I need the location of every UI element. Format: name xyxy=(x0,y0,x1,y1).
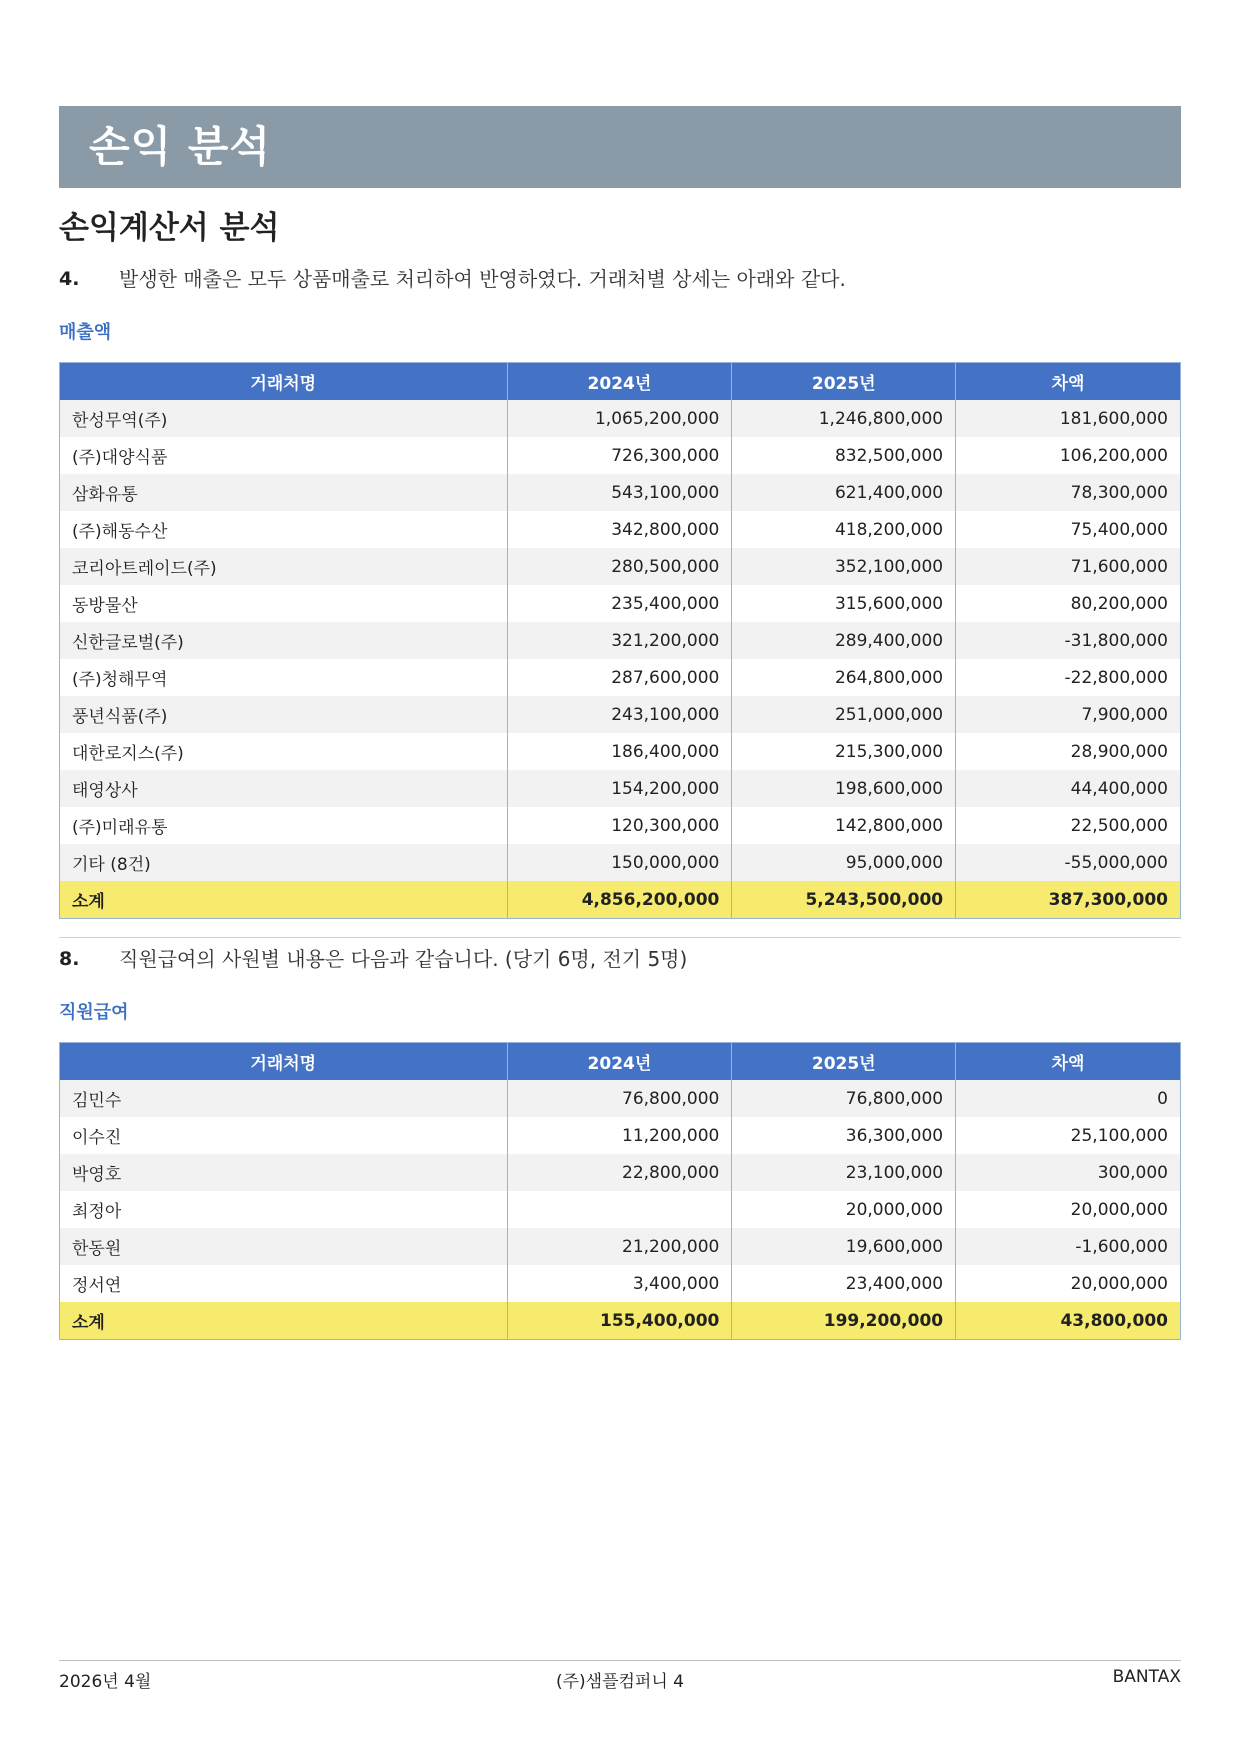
amount-cell: 5,243,500,000 xyxy=(732,881,956,919)
amount-cell: 315,600,000 xyxy=(732,585,956,622)
salary-table xyxy=(59,1042,1181,1340)
sales-note-text: 발생한 매출은 모두 상품매출로 처리하여 반영하였다. 거래처별 상세는 아래와 같다. xyxy=(119,267,846,291)
salary-note xyxy=(59,944,1181,974)
table-row xyxy=(60,1117,1181,1154)
amount-cell: 20,000,000 xyxy=(956,1265,1181,1302)
amount-cell: 198,600,000 xyxy=(732,770,956,807)
column-header: 거래처명 xyxy=(60,363,508,401)
column-header: 2025년 xyxy=(732,363,956,401)
amount-cell: 20,000,000 xyxy=(732,1191,956,1228)
table-row xyxy=(60,511,1181,548)
amount-cell: 621,400,000 xyxy=(732,474,956,511)
table-row xyxy=(60,1154,1181,1191)
amount-cell: 186,400,000 xyxy=(507,733,732,770)
column-header: 차액 xyxy=(956,363,1181,401)
row-label-cell: (주)대양식품 xyxy=(60,437,508,474)
table-header-row xyxy=(60,363,1181,401)
amount-cell: 243,100,000 xyxy=(507,696,732,733)
amount-cell: 25,100,000 xyxy=(956,1117,1181,1154)
table-row xyxy=(60,400,1181,437)
amount-cell: 23,100,000 xyxy=(732,1154,956,1191)
amount-cell: 287,600,000 xyxy=(507,659,732,696)
row-label-cell: 동방물산 xyxy=(60,585,508,622)
table-row xyxy=(60,659,1181,696)
table-row xyxy=(60,733,1181,770)
total-row xyxy=(60,1302,1181,1340)
amount-cell: 289,400,000 xyxy=(732,622,956,659)
amount-cell: -1,600,000 xyxy=(956,1228,1181,1265)
table-row xyxy=(60,474,1181,511)
row-label-cell: (주)해동수산 xyxy=(60,511,508,548)
amount-cell: 321,200,000 xyxy=(507,622,732,659)
amount-cell: 0 xyxy=(956,1080,1181,1117)
amount-cell: 264,800,000 xyxy=(732,659,956,696)
column-header: 거래처명 xyxy=(60,1043,508,1081)
amount-cell: 22,800,000 xyxy=(507,1154,732,1191)
amount-cell: 22,500,000 xyxy=(956,807,1181,844)
amount-cell: 543,100,000 xyxy=(507,474,732,511)
footer-brand: BANTAX xyxy=(1112,1667,1181,1687)
table-row xyxy=(60,844,1181,881)
amount-cell: 1,246,800,000 xyxy=(732,400,956,437)
banner-title: 손익 분석 xyxy=(89,122,271,171)
amount-cell: 3,400,000 xyxy=(507,1265,732,1302)
amount-cell: 342,800,000 xyxy=(507,511,732,548)
table-row xyxy=(60,1265,1181,1302)
page xyxy=(59,106,1181,1340)
row-label-cell: (주)청해무역 xyxy=(60,659,508,696)
amount-cell: 44,400,000 xyxy=(956,770,1181,807)
row-label-cell: 코리아트레이드(주) xyxy=(60,548,508,585)
row-label-cell: 최정아 xyxy=(60,1191,508,1228)
salary-note-number: 8. xyxy=(59,948,80,970)
amount-cell: 155,400,000 xyxy=(507,1302,732,1340)
row-label-cell: 박영호 xyxy=(60,1154,508,1191)
row-label-cell: 한동원 xyxy=(60,1228,508,1265)
amount-cell: 7,900,000 xyxy=(956,696,1181,733)
amount-cell: 76,800,000 xyxy=(507,1080,732,1117)
amount-cell: 120,300,000 xyxy=(507,807,732,844)
row-label-cell: 기타 (8건) xyxy=(60,844,508,881)
sales-table-caption: 매출액 xyxy=(59,322,112,343)
amount-cell: 4,856,200,000 xyxy=(507,881,732,919)
amount-cell: 21,200,000 xyxy=(507,1228,732,1265)
table-row xyxy=(60,622,1181,659)
page-banner xyxy=(59,106,1181,188)
footer-date: 2026년 4월 xyxy=(59,1672,152,1692)
table-row xyxy=(60,1228,1181,1265)
amount-cell: 251,000,000 xyxy=(732,696,956,733)
amount-cell: 1,065,200,000 xyxy=(507,400,732,437)
amount-cell: 23,400,000 xyxy=(732,1265,956,1302)
table-row xyxy=(60,696,1181,733)
table-row xyxy=(60,770,1181,807)
amount-cell: 280,500,000 xyxy=(507,548,732,585)
amount-cell: 832,500,000 xyxy=(732,437,956,474)
row-label-cell: 소계 xyxy=(60,1302,508,1340)
amount-cell: 80,200,000 xyxy=(956,585,1181,622)
amount-cell: 142,800,000 xyxy=(732,807,956,844)
amount-cell xyxy=(507,1191,732,1228)
amount-cell: 418,200,000 xyxy=(732,511,956,548)
amount-cell: -22,800,000 xyxy=(956,659,1181,696)
section-title: 손익계산서 분석 xyxy=(59,210,280,246)
table-row xyxy=(60,807,1181,844)
table-row xyxy=(60,548,1181,585)
amount-cell: 352,100,000 xyxy=(732,548,956,585)
table-row xyxy=(60,1191,1181,1228)
amount-cell: 106,200,000 xyxy=(956,437,1181,474)
row-label-cell: 한성무역(주) xyxy=(60,400,508,437)
amount-cell: 36,300,000 xyxy=(732,1117,956,1154)
column-header: 차액 xyxy=(956,1043,1181,1081)
amount-cell: 78,300,000 xyxy=(956,474,1181,511)
section-divider xyxy=(59,937,1181,938)
sales-table xyxy=(59,362,1181,919)
amount-cell: 43,800,000 xyxy=(956,1302,1181,1340)
column-header: 2024년 xyxy=(507,1043,732,1081)
salary-note-text: 직원급여의 사원별 내용은 다음과 같습니다. (당기 6명, 전기 5명) xyxy=(119,947,688,971)
page-footer xyxy=(59,1660,1181,1692)
row-label-cell: 삼화유통 xyxy=(60,474,508,511)
footer-company-page: (주)샘플컴퍼니 4 xyxy=(555,1672,685,1692)
amount-cell: 71,600,000 xyxy=(956,548,1181,585)
amount-cell: 95,000,000 xyxy=(732,844,956,881)
amount-cell: 150,000,000 xyxy=(507,844,732,881)
row-label-cell: 정서연 xyxy=(60,1265,508,1302)
amount-cell: 300,000 xyxy=(956,1154,1181,1191)
table-row xyxy=(60,1080,1181,1117)
amount-cell: -55,000,000 xyxy=(956,844,1181,881)
column-header: 2025년 xyxy=(732,1043,956,1081)
amount-cell: 76,800,000 xyxy=(732,1080,956,1117)
sales-note-number: 4. xyxy=(59,268,80,290)
table-header-row xyxy=(60,1043,1181,1081)
amount-cell: 181,600,000 xyxy=(956,400,1181,437)
amount-cell: 20,000,000 xyxy=(956,1191,1181,1228)
column-header: 2024년 xyxy=(507,363,732,401)
total-row xyxy=(60,881,1181,919)
amount-cell: -31,800,000 xyxy=(956,622,1181,659)
row-label-cell: 이수진 xyxy=(60,1117,508,1154)
row-label-cell: 태영상사 xyxy=(60,770,508,807)
row-label-cell: 대한로지스(주) xyxy=(60,733,508,770)
amount-cell: 75,400,000 xyxy=(956,511,1181,548)
amount-cell: 154,200,000 xyxy=(507,770,732,807)
amount-cell: 215,300,000 xyxy=(732,733,956,770)
row-label-cell: (주)미래유통 xyxy=(60,807,508,844)
amount-cell: 726,300,000 xyxy=(507,437,732,474)
amount-cell: 28,900,000 xyxy=(956,733,1181,770)
amount-cell: 19,600,000 xyxy=(732,1228,956,1265)
sales-note xyxy=(59,264,1181,294)
row-label-cell: 신한글로벌(주) xyxy=(60,622,508,659)
amount-cell: 387,300,000 xyxy=(956,881,1181,919)
row-label-cell: 김민수 xyxy=(60,1080,508,1117)
table-row xyxy=(60,437,1181,474)
amount-cell: 11,200,000 xyxy=(507,1117,732,1154)
row-label-cell: 소계 xyxy=(60,881,508,919)
salary-table-caption: 직원급여 xyxy=(59,1002,129,1023)
row-label-cell: 풍년식품(주) xyxy=(60,696,508,733)
amount-cell: 235,400,000 xyxy=(507,585,732,622)
table-row xyxy=(60,585,1181,622)
amount-cell: 199,200,000 xyxy=(732,1302,956,1340)
